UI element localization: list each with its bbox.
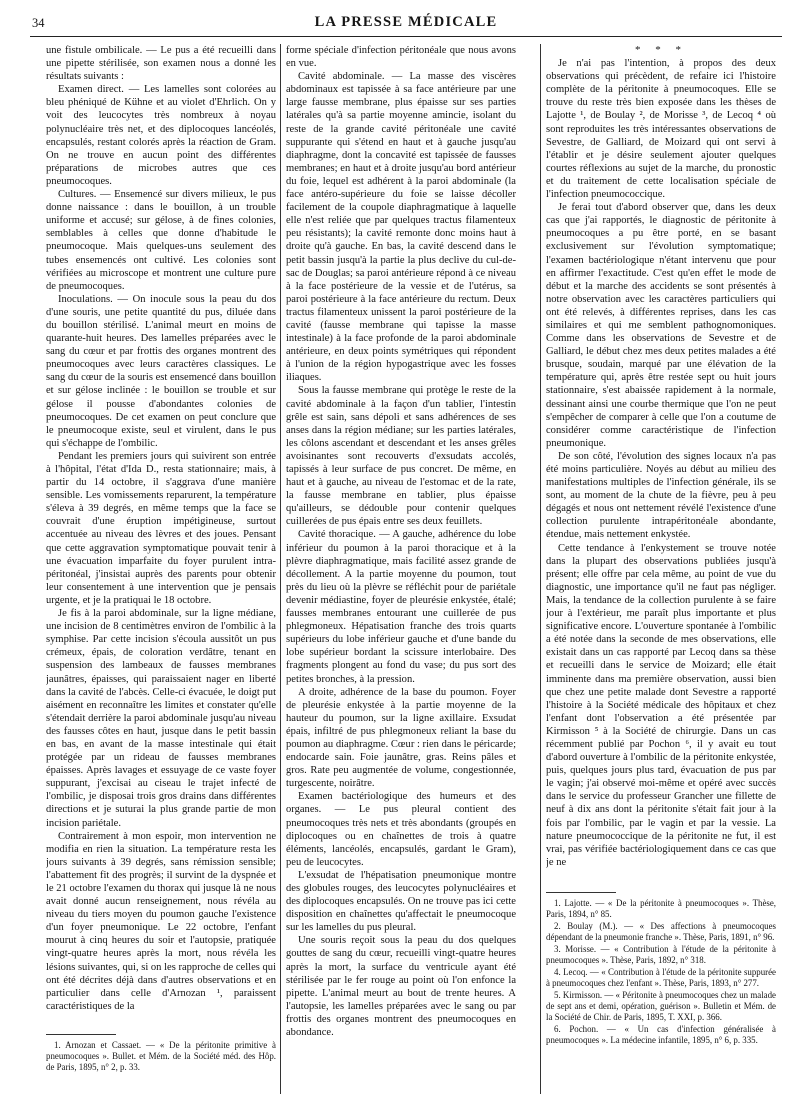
paragraph: Je ferai tout d'abord observer que, dans les deux cas que j'ai rapportés, le diagnostic de péritonite à pneumocoques a pu être porté, en se basant exclusivement sur l'évolution symptomatique; l'examen bactériologique n'étant intervenu que pour en affirmer l'exactitude. C'est qu'en effet le mode de début et la marche des accidents se sont présentés à notre observation avec les caractères particuliers qui ont été relevés, à différentes reprises, dans les cas similaires et qui me semblent pathognomoniques. Comme dans les observations de Sevestre et de Galliard, le début chez mes deux petites malades a été brusque, soudain, marqué par une élévation de la température qui, après être restée sept ou huit jours stationnaire, s'est abaissée rapidement à la normale, dessinant ainsi une courbe thermique que l'on ne peut s'empêcher de comparer à celle que l'on a coutume de considérer comme caractéristique de l'infection pneumonique. [546, 202, 776, 449]
paragraph: Examen bactériologique des humeurs et des organes. — Le pus pleural contient des pneumocoques très nets et très abondants (groupés en diplocoques ou en chaînettes de trois à quatre éléments, lancéolés, encapsulés, gardant le Gram), peu de leucocytes. [286, 791, 516, 868]
footnote: 1. Lajotte. — « De la péritonite à pneumocoques ». Thèse, Paris, 1894, n° 85. [546, 898, 776, 919]
section-separator: * * * [635, 44, 687, 56]
journal-title: LA PRESSE MÉDICALE [314, 14, 498, 30]
footnote: 2. Boulay (M.). — « Des affections à pneumocoques dépendant de la pneumonie franche ». Thèse, Paris, 1891, n° 96. [546, 921, 776, 942]
paragraph: Contrairement à mon espoir, mon intervention ne modifia en rien la situation. La température resta les jours suivants à 39 degrés, sans rémission sensible; l'abattement fit des progrès; il survint de la dyspnée et le 21 octobre l'examen du thorax qui jusque là ne nous avait donné aucun renseignement, nous révéla au niveau du tiers moyen du poumon gauche l'existence d'un foyer pneumonique. Le 22 octobre, l'enfant mourut à cinq heures du soir et l'autopsie, pratiquée vingt-quatre heures après la mort, nous révéla les lésions suivantes, qui, si on les rapproche de celles qui ont été décrites déjà dans d'autres observations et en particulier dans celle d'Arnozan ¹, paraissent caractéristiques de la [46, 830, 276, 1012]
text-column-1 [46, 44, 276, 1022]
footnote: 6. Pochon. — « Un cas d'infection généralisée à pneumocoques ». La médecine infantile, 1895, n° 6, p. 335. [546, 1024, 776, 1045]
paragraph: Inoculations. — On inocule sous la peau du dos d'une souris, une petite quantité du pus, diluée dans du bouillon stérilisé. L'animal meurt en moins de quarante-huit heures. Des lamelles préparées avec le sang du cœur et par frottis des organes montrent des pneumocoques avec leurs caractères classiques. Le sang du cœur de la souris est ensemencé dans bouillon et sur gélose inclinée : le bouillon se trouble et sur gélose il pousse d'abondantes colonies de pneumocoques. De cet examen on peut conclure que le pneumocoque existe, seul et virulent, dans le pus qui s'échappe de l'ombilic. [46, 293, 276, 449]
footnote: 3. Morisse. — « Contribution à l'étude de la péritonite à pneumocoques ». Thèse, Paris, 1892, n° 318. [546, 944, 776, 965]
paragraph: Je n'ai pas l'intention, à propos des deux observations qui précèdent, de refaire ici l'histoire complète de la péritonite à pneumocoques. Elle se trouve du reste très bien exposée dans les thèses de Lajotte ¹, de Boulay ², de Morisse ³, de Lecoq ⁴ où sont reproduites les très intéressantes observations de Sevestre, de Galliard, de Moizard qui ont servi à l'établir et je désire seulement ajouter quelques courtes réflexions au sujet de la marche, du pronostic et du traitement de cette localisation spéciale de l'infection pneumococcique. [546, 58, 776, 201]
header-rule [30, 36, 782, 37]
column-divider [280, 44, 281, 1094]
paragraph: Cette tendance à l'enkystement se trouve notée dans la plupart des observations publiées jusqu'à présent; elle offre par cela même, au point de vue du diagnostic, une importance qu'il ne faut pas négliger. Mais, la tendance de la collection purulente à se faire jour à l'extérieur, me paraît plus importante et plus significative encore. L'ouverture spontanée à l'ombilic a été notée dans la seconde de mes observations, elle existait dans un cas rapporté par Lecoq dans sa thèse et recueilli dans le service de Moizard; elle était imminente dans ma première observation, aussi bien que chez une petite malade dont Sevestre a rapporté l'histoire à la Société médicale des hôpitaux et chez l'enfant dont l'observation a été présentée par Kirmisson ⁵ à la Société de chirurgie. Dans un cas récemment publié par Pochon ⁶, il y avait eu tout d'abord ouverture à l'ombilic de la péritonite enkystée, puis, quelques jours plus tard, évacuation de pus par le vagin; j'ai observé moi-même et opéré avec succès dans le service du professeur Grancher une fillette de neuf à dix ans dont la péritonite s'était fait jour à la fois par l'ombilic, par le vagin et par la vessie. La nature pneumococcique de la péritonite ne fut, il est vrai, pas vérifiée bactériologiquement dans ce cas que je ne [546, 542, 776, 868]
footnote: 5. Kirmisson. — « Péritonite à pneumocoques chez un malade de sept ans et demi, opération, guérison ». Bulletin et Mém. de la Société de Chir. de Paris, 1895, T. XXI, p. 366. [546, 990, 776, 1022]
paragraph: Cultures. — Ensemencé sur divers milieux, le pus donne naissance : dans le bouillon, à un trouble uniforme et accusé; sur gélose, à de fines colonies, semblables à celles que donne d'habitude le pneumocoque. Mais quelques-uns seulement des tubes ensemencés ont cultivé. Les colonies sont vérifiées au microscope et montrent une culture pure de pneumocoques. [46, 189, 276, 292]
paragraph: Pendant les premiers jours qui suivirent son entrée à l'hôpital, l'état d'Ida D., resta stationnaire; mais, à partir du 14 octobre, il s'aggrava d'une manière sensible. Les vomissements reparurent, la température s'éleva à 39 degrés, en même temps que la face se couvrait d'une éruption impétigineuse, surtout accentuée au niveau des lèvres et des joues. Pensant que cette aggravation symptomatique pouvait tenir à une évacuation imparfaite du foyer purulent intra-péritonéal, j'insistai auprès des parents pour obtenir leur consentement à une intervention que je pensais urgente, et je la pratiquai le 18 octobre. [46, 450, 276, 606]
paragraph: A droite, adhérence de la base du poumon. Foyer de pleurésie enkystée à la partie moyenne de la hauteur du poumon, sur la ligne axillaire. Exsudat épais, infiltré de pus phlegmoneux reliant la base du poumon au diaphragme. Cœur : rien dans le péricarde; endocarde sain. Foie jaunâtre, gras. Reins pâles et gros. Rate peu augmentée de volume, congestionnée, turgescente, noirâtre. [286, 686, 516, 790]
paragraph: Examen direct. — Les lamelles sont colorées au bleu phéniqué de Kühne et au violet d'Ehrlich. On y voit des leucocytes très nombreux à noyau polynucléaire très net, et des diplocoques lancéolés, encapsulés, restant colorés après la réaction de Gram. On ne trouve en aucun point des différentes préparations de microbes autres que ces pneumocoques. [46, 84, 276, 187]
paragraph: une fistule ombilicale. — Le pus a été recueilli dans une pipette stérilisée, son examen nous a donné les résultats suivants : [46, 45, 276, 83]
paragraph: Cavité thoracique. — A gauche, adhérence du lobe inférieur du poumon à la paroi thoracique et à la plèvre diaphragmatique, mais facilité assez grande de décollement. A la partie moyenne du poumon, tout près du lieu où la plèvre se réfléchit pour de pariétale devenir médiastine, foyer de pleurésie enkystée, étalé; fausses membranes entourant une cuillerée de pus phlegmoneux. Hépatisation franche des trois quarts supérieurs du lobe inférieur gauche et d'une bande du lobe supérieur bordant la scissure interlobaire. Des fragments plongent au fond du vase; du pus sort des petites bronches, à la pression. [286, 529, 516, 685]
footnote: 1. Arnozan et Cassaet. — « De la péritonite primitive à pneumocoques ». Bullet. et Mém. de la Société méd. des Hôp. de Paris, 1895, n° 2, p. 33. [46, 1040, 276, 1072]
paragraph: L'exsudat de l'hépatisation pneumonique montre des globules rouges, des leucocytes polynucléaires et des diplocoques encapsulés. On ne trouve pas ici cette disposition en chaînettes qu'affectait le pneumocoque sur les lamelles du pus pleural. [286, 869, 516, 934]
footnote-rule [546, 892, 616, 893]
footnotes-column-1 [46, 1040, 276, 1074]
paragraph: forme spéciale d'infection péritonéale que nous avons en vue. [286, 45, 516, 70]
text-column-3 [546, 44, 776, 884]
paragraph: Je fis à la paroi abdominale, sur la ligne médiane, une incision de 8 centimètres environ de l'ombilic à la symphise. Par cette incision s'écoula aussitôt un pus crémeux, épais, de coloration verdâtre, tenant en suspension des lambeaux de fausses membranes jaunâtres, épaisses, qui paraissaient nager en liberté dans la cavité de l'abcès. Celle-ci évacuée, le doigt put aisément en reconnaître les limites et constater qu'elle s'étendait derrière la paroi abdominale jusqu'au niveau des fausses côtes en haut, jusque dans le petit bassin en bas, en avant de la masse intestinale qui était protégée par un rideau de fausses membranes épaisses. Après lavages et essuyage de ce vaste foyer suppurant, j'excisai au ciseau le trajet infecté de l'ombilic, je disposai trois gros drains dans différentes directions et je suturai la plus grande partie de mon incision pariétale. [46, 608, 276, 829]
paragraph: De son côté, l'évolution des signes locaux n'a pas été moins particulière. Noyés au début au milieu des manifestations multiples de l'infection générale, ils se sont, au moment de la chute de la fièvre, peu à peu dégagés et nous ont nettement révélé l'existence d'une collection purulente intrapéritonéale abondante, étendue, mais nettement enkystée. [546, 450, 776, 541]
paragraph: Une souris reçoit sous la peau du dos quelques gouttes de sang du cœur, recueilli vingt-quatre heures après la mort, la surface du ventricule ayant été stérilisée par le fer rouge au point où l'on enfonce la pipette. L'animal meurt au bout de trente heures. A l'autopsie, les lamelles préparées avec le sang ou par frottis des organes montrent des pneumocoques en abondance. [286, 935, 516, 1039]
footnotes-column-3 [546, 898, 776, 1047]
text-column-2 [286, 44, 516, 1090]
page-number: 34 [32, 16, 45, 30]
paragraph: Sous la fausse membrane qui protège le reste de la cavité abdominale à la façon d'un tablier, l'intestin grêle est sain, sans dépoli et sans adhérences de ses anses dans la région médiane; sur les parties latérales, les côlons ascendant et descendant et les anses grêles avoisinantes sont recouverts d'exsudats accolés, tapissés à leur surface de pus concret. De même, en haut et à gauche, au niveau de l'estomac et de la rate, la fausse membrane en tablier, plus épaisse qu'ailleurs, se dédouble pour contenir quelques cuillerées de pus épais entre ses deux feuillets. [286, 385, 516, 528]
footnote: 4. Lecoq. — « Contribution à l'étude de la péritonite suppurée à pneumocoques chez l'enfant ». Thèse, Paris, 1893, n° 277. [546, 967, 776, 988]
column-divider [540, 44, 541, 1094]
footnote-rule [46, 1034, 116, 1035]
page-header [30, 14, 782, 34]
paragraph: Cavité abdominale. — La masse des viscères abdominaux est tapissée à sa face antérieure par une large fausse membrane, plus épaisse sur ses parties latérales qu'à sa partie moyenne amincie, isolant du reste de la grande cavité péritonéale une cavité suppurante qui s'étend en haut et à gauche jusqu'au diaphragme, dont la concavité est tapissée de fausses membranes; en haut et à droite jusqu'au bord antérieur du foie, lequel est adhérent à la paroi abdominale (la face antéro-supérieure du foie se laisse décoller facilement de la coupole diaphragmatique à laquelle elle n'est reliée que par quelques tractus filamenteux peu résistants); la cavité remonte donc moins haut à droite qu'à gauche. En bas, la cavité descend dans le petit bassin jusqu'à la partie la plus declive du cul-de-sac de Douglas; sa paroi antérieure répond à ce niveau à la face postérieure de la vessie et de l'utérus, sa paroi postérieure à la face antérieure du rectum. Deux tractus filamenteux unissent la paroi postérieure de la cavité (fausse membrane qui tapisse la masse intestinale) à la face profonde de la paroi abdominale antérieure, en deux points symétriques qui répondent à l'union de la région hypogastrique avec les fosses iliaques. [286, 71, 516, 384]
